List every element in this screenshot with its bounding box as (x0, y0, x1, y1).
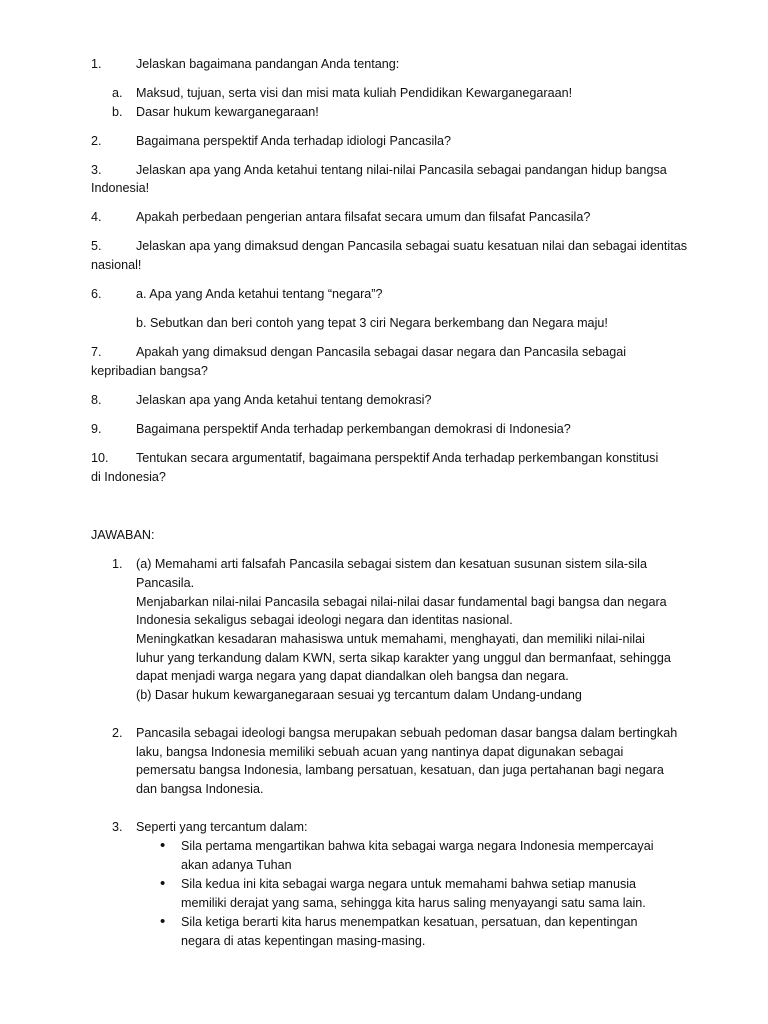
question-number: 5. (91, 239, 102, 253)
answer-line: Meningkatkan kesadaran mahasiswa untuk memahami, menghayati, dan memiliki nilai-nilai (136, 632, 645, 646)
sub-question-text: Maksud, tujuan, serta visi dan misi mata kuliah Pendidikan Kewarganegaraan! (136, 86, 573, 100)
answer-number: 2. (112, 726, 123, 740)
question-number: 8. (91, 393, 102, 407)
answer-number: 1. (112, 557, 123, 571)
question-text: a. Apa yang Anda ketahui tentang “negara”? (136, 287, 383, 301)
sub-question-text: Dasar hukum kewarganegaraan! (136, 105, 319, 119)
bullet-text: akan adanya Tuhan (181, 858, 292, 872)
question-text: Jelaskan apa yang dimaksud dengan Pancasila sebagai suatu kesatuan nilai dan sebagai identitas (136, 239, 688, 253)
answer-line: Pancasila. (136, 576, 195, 590)
answer-number: 3. (112, 820, 123, 834)
answers-heading: JAWABAN: (91, 528, 155, 542)
question-text-continued: kepribadian bangsa? (91, 364, 208, 378)
answer-line: Indonesia sekaligus sebagai ideologi negara dan identitas nasional. (136, 613, 513, 627)
answer-line: dapat menjadi warga negara yang dapat diandalkan oleh bangsa dan negara. (136, 669, 569, 683)
bullet-icon: • (160, 837, 166, 854)
question-text-continued: di Indonesia? (91, 470, 166, 484)
question-number: 10. (91, 451, 109, 465)
answer-line: luhur yang terkandung dalam KWN, serta sikap karakter yang unggul dan bermanfaat, sehingga (136, 651, 671, 665)
answer-line: Pancasila sebagai ideologi bangsa merupakan sebuah pedoman dasar bangsa dalam bertingkah (136, 726, 678, 740)
question-number: 2. (91, 134, 102, 148)
bullet-icon: • (160, 875, 166, 892)
bullet-text: Sila kedua ini kita sebagai warga negara untuk memahami bahwa setiap manusia (181, 877, 637, 891)
bullet-text: negara di atas kepentingan masing-masing. (181, 934, 426, 948)
sub-question-label: a. (112, 86, 123, 100)
bullet-icon: • (160, 913, 166, 930)
question-text: Bagaimana perspektif Anda terhadap perkembangan demokrasi di Indonesia? (136, 422, 571, 436)
answer-line: dan bangsa Indonesia. (136, 782, 264, 796)
question-number: 4. (91, 210, 102, 224)
question-number: 1. (91, 57, 102, 71)
question-text-part-b: b. Sebutkan dan beri contoh yang tepat 3 ciri Negara berkembang dan Negara maju! (136, 316, 608, 330)
answer-line: (a) Memahami arti falsafah Pancasila sebagai sistem dan kesatuan susunan sistem sila-sila (136, 557, 647, 571)
answer-line: Seperti yang tercantum dalam: (136, 820, 308, 834)
question-number: 6. (91, 287, 102, 301)
question-text: Tentukan secara argumentatif, bagaimana perspektif Anda terhadap perkembangan konstitusi (136, 451, 659, 465)
bullet-text: memiliki derajat yang sama, sehingga kita harus saling menyayangi satu sama lain. (181, 896, 646, 910)
bullet-text: Sila pertama mengartikan bahwa kita sebagai warga negara Indonesia mempercayai (181, 839, 654, 853)
answer-line: Menjabarkan nilai-nilai Pancasila sebagai nilai-nilai dasar fundamental bagi bangsa dan negara (136, 595, 667, 609)
question-number: 7. (91, 345, 102, 359)
answer-line: laku, bangsa Indonesia memiliki sebuah acuan yang nantinya dapat digunakan sebagai (136, 745, 624, 759)
question-text-continued: nasional! (91, 258, 142, 272)
question-text: Jelaskan bagaimana pandangan Anda tentang: (136, 57, 400, 71)
question-text: Bagaimana perspektif Anda terhadap idiologi Pancasila? (136, 134, 452, 148)
bullet-text: Sila ketiga berarti kita harus menempatkan kesatuan, persatuan, dan kepentingan (181, 915, 638, 929)
question-text-continued: Indonesia! (91, 181, 150, 195)
question-text: Apakah yang dimaksud dengan Pancasila sebagai dasar negara dan Pancasila sebagai (136, 345, 627, 359)
answer-line: (b) Dasar hukum kewarganegaraan sesuai yg tercantum dalam Undang-undang (136, 688, 582, 702)
question-text: Jelaskan apa yang Anda ketahui tentang demokrasi? (136, 393, 432, 407)
question-number: 3. (91, 163, 102, 177)
question-number: 9. (91, 422, 102, 436)
sub-question-label: b. (112, 105, 123, 119)
question-text: Jelaskan apa yang Anda ketahui tentang nilai-nilai Pancasila sebagai pandangan hidup bangsa (136, 163, 667, 177)
question-text: Apakah perbedaan pengerian antara filsafat secara umum dan filsafat Pancasila? (136, 210, 591, 224)
answer-line: pemersatu bangsa Indonesia, lambang persatuan, kesatuan, dan juga pertahanan bagi negara (136, 763, 664, 777)
